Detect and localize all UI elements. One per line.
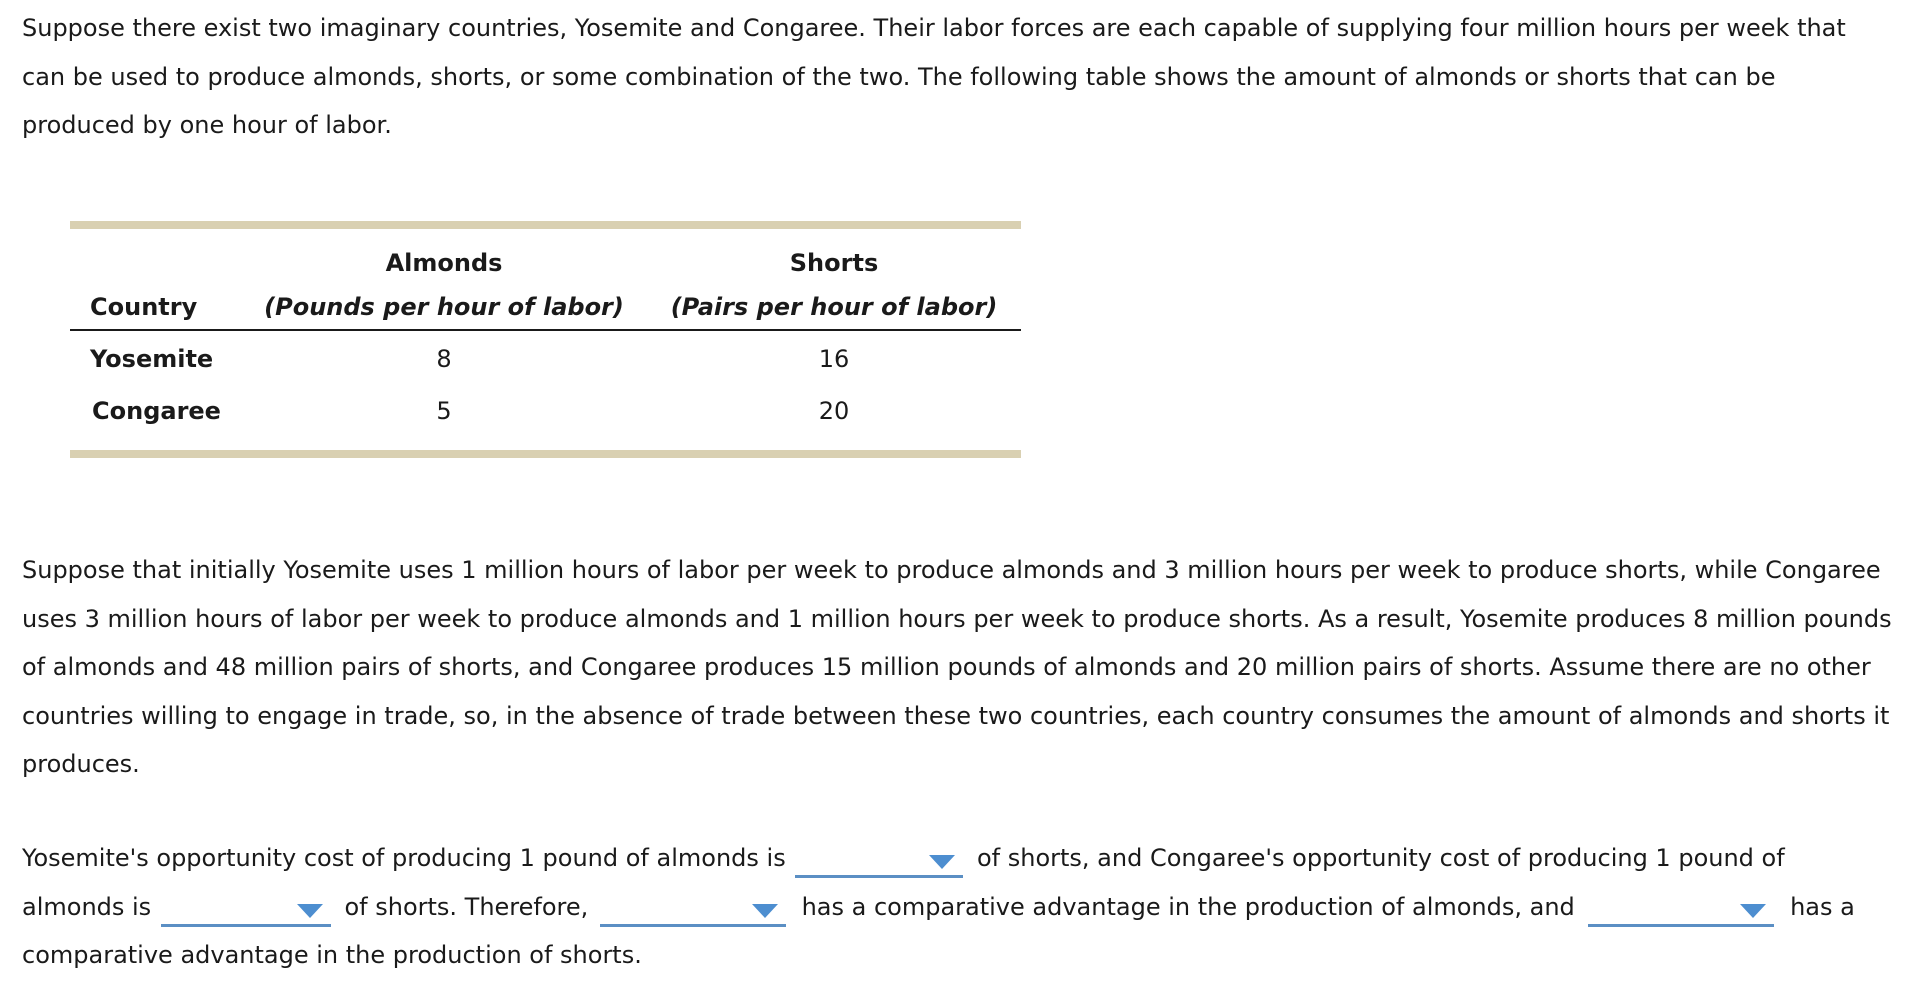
question-text: of shorts, and Congaree's opportunity cost of producing 1 pound of almonds is xyxy=(22,844,1785,921)
table-top-rule xyxy=(70,221,1021,229)
row-country: Yosemite xyxy=(90,345,214,373)
row-almonds-value: 5 xyxy=(436,397,452,425)
congaree-opportunity-cost-dropdown[interactable] xyxy=(161,895,331,927)
row-almonds-value: 8 xyxy=(436,345,452,373)
question-text: of shorts. Therefore, xyxy=(344,892,589,921)
header-almonds: Almonds xyxy=(385,249,503,277)
header-country: Country xyxy=(90,293,198,321)
caret-down-icon xyxy=(297,904,323,918)
row-shorts-value: 20 xyxy=(818,397,850,425)
labor-productivity-table xyxy=(70,221,1021,459)
caret-down-icon xyxy=(929,855,955,869)
header-shorts-unit: (Pairs per hour of labor) xyxy=(670,293,998,321)
question-text: has a comparative advantage in the production of shorts. xyxy=(22,892,1855,969)
question-paragraph xyxy=(22,834,1892,980)
scenario-paragraph: Suppose that initially Yosemite uses 1 million hours of labor per week to produce almonds and 3 million hours per week to produce shorts, while Congaree uses 3 million hours of labor per week to produce almonds and 1 million hours per week to produce shorts. As a result, Yosemite produces 8 million pounds of almonds and 48 million pairs of shorts, and Congaree produces 15 million pounds of almonds and 20 million pairs of shorts. Assume there are no other countries willing to engage in trade, so, in the absence of trade between these two countries, each country consumes the amount of almonds and shorts it produces. xyxy=(22,556,1892,778)
intro-paragraph: Suppose there exist two imaginary countries, Yosemite and Congaree. Their labor forces are each capable of supplying four million hours per week that can be used to produce almonds, shorts, or some combination of the two. The following table shows the amount of almonds or shorts that can be produced by one hour of labor. xyxy=(22,14,1846,139)
header-almonds-unit: (Pounds per hour of labor) xyxy=(264,293,624,321)
almonds-advantage-country-dropdown[interactable] xyxy=(600,895,786,927)
question-text: has a comparative advantage in the production of almonds, and xyxy=(801,892,1575,921)
question-text: Yosemite's opportunity cost of producing 1 pound of almonds is xyxy=(22,844,786,872)
caret-down-icon xyxy=(752,904,778,918)
header-divider xyxy=(70,329,1021,331)
header-shorts: Shorts xyxy=(789,249,879,277)
yosemite-opportunity-cost-dropdown[interactable] xyxy=(795,846,963,878)
row-shorts-value: 16 xyxy=(818,345,850,373)
shorts-advantage-country-dropdown[interactable] xyxy=(1588,895,1774,927)
table-bottom-rule xyxy=(70,450,1021,458)
caret-down-icon xyxy=(1740,904,1766,918)
row-country: Congaree xyxy=(92,397,221,425)
